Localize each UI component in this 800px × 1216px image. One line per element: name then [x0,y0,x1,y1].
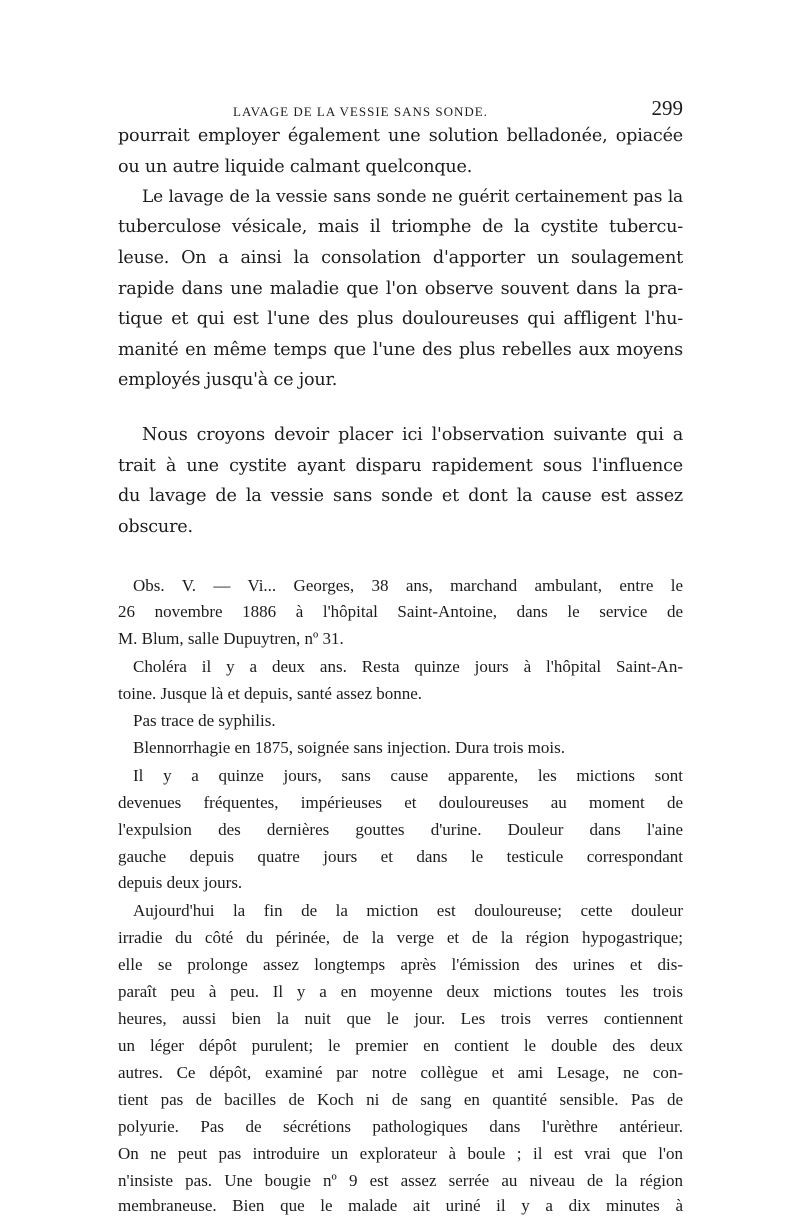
text-line: trait à une cystite ayant disparu rapidement sous l'influence [118,456,683,476]
text-line: autres. Ce dépôt, examiné par notre collègue et ami Lesage, ne con- [118,1063,683,1082]
text-line: employés jusqu'à ce jour. [118,370,338,390]
text-line: gauche depuis quatre jours et dans le testicule correspondant [118,847,683,866]
text-line: leuse. On a ainsi la consolation d'apporter un soulagement [118,248,683,268]
text-line: obscure. [118,517,193,537]
text-line: rapide dans une maladie que l'on observe souvent dans la pra- [118,279,683,299]
running-title: LAVAGE DE LA VESSIE SANS SONDE. [233,104,488,119]
text-line: polyurie. Pas de sécrétions pathologiques dans l'urèthre antérieur. [118,1117,683,1136]
text-line: l'expulsion des dernières gouttes d'urine. Douleur dans l'aine [118,820,683,839]
text-line: paraît peu à peu. Il y a en moyenne deux mictions toutes les trois [118,982,683,1001]
text-line: tique et qui est l'une des plus douloureuses qui affligent l'hu- [118,309,683,329]
text-line: Il y a quinze jours, sans cause apparente, les mictions sont [133,766,683,785]
text-line: M. Blum, salle Dupuytren, nº 31. [118,629,344,648]
text-line: Le lavage de la vessie sans sonde ne guérit certainement pas la [142,187,683,207]
text-line: Aujourd'hui la fin de la miction est douloureuse; cette douleur [133,901,683,920]
text-line: du lavage de la vessie sans sonde et dont la cause est assez [118,486,683,506]
text-line: 26 novembre 1886 à l'hôpital Saint-Antoine, dans le service de [118,602,683,621]
text-line: n'insiste pas. Une bougie nº 9 est assez serrée au niveau de la région [118,1171,683,1190]
text-line: Obs. V. — Vi... Georges, 38 ans, marchand ambulant, entre le [133,576,683,595]
text-line: un léger dépôt purulent; le premier en contient le double des deux [118,1036,683,1055]
text-line: Choléra il y a deux ans. Resta quinze jours à l'hôpital Saint-An- [133,657,683,676]
text-line: Pas trace de syphilis. [133,711,276,730]
text-line: On ne peut pas introduire un explorateur à boule ; il est vrai que l'on [118,1144,683,1163]
text-line: Blennorrhagie en 1875, soignée sans injection. Dura trois mois. [133,738,565,757]
text-line: elle se prolonge assez longtemps après l'émission des urines et dis- [118,955,683,974]
text-line: membraneuse. Bien que le malade ait uriné il y a dix minutes à [118,1196,683,1215]
page-number: 299 [651,96,683,120]
text-line: depuis deux jours. [118,873,243,892]
text-line: Nous croyons devoir placer ici l'observation suivante qui a [142,425,683,445]
text-line: ou un autre liquide calmant quelconque. [118,157,473,177]
page-header [118,96,683,126]
text-line: heures, aussi bien la nuit que le jour. Les trois verres contiennent [118,1009,683,1028]
text-line: tuberculose vésicale, mais il triomphe de la cystite tubercu- [118,217,683,237]
text-line: pourrait employer également une solution belladonée, opiacée [118,126,683,146]
text-line: tient pas de bacilles de Koch ni de sang en quantité sensible. Pas de [118,1090,683,1109]
text-line: irradie du côté du périnée, de la verge et de la région hypogastrique; [118,928,683,947]
text-line: manité en même temps que l'une des plus rebelles aux moyens [118,340,683,360]
text-line: devenues fréquentes, impérieuses et douloureuses au moment de [118,793,683,812]
text-line: toine. Jusque là et depuis, santé assez bonne. [118,684,423,703]
